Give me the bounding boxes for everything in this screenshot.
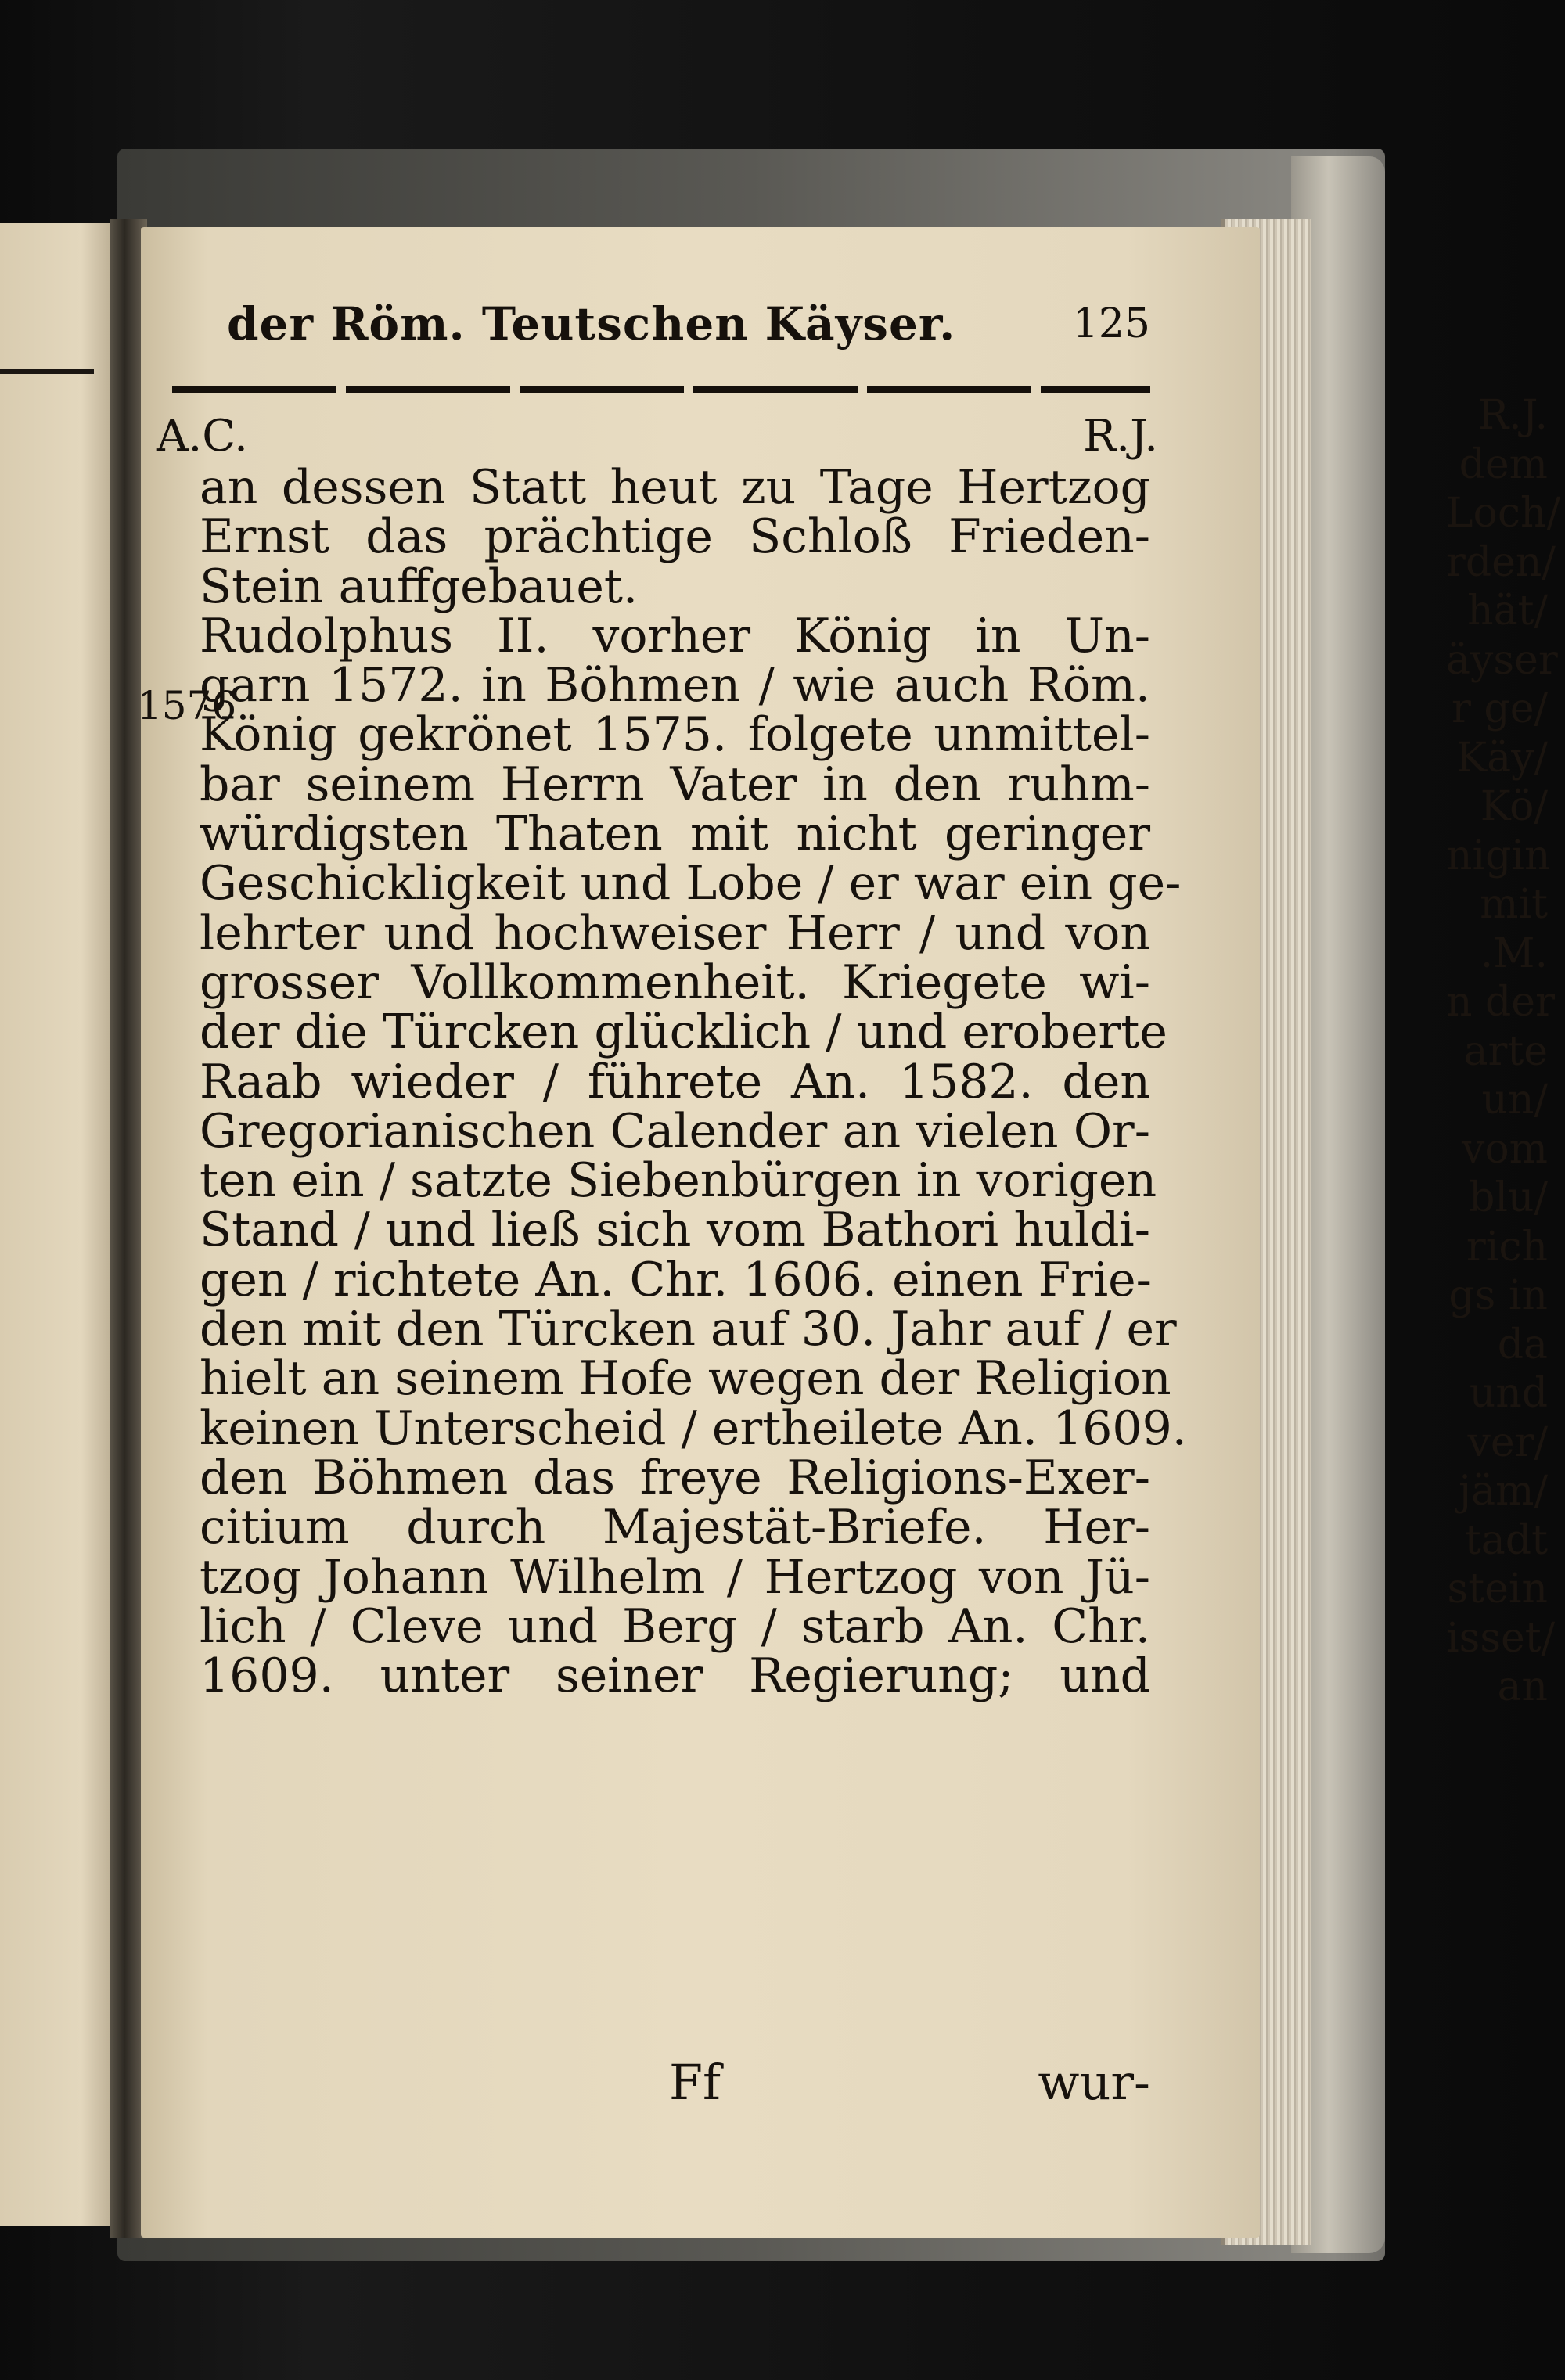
catchword: wur- xyxy=(1038,2054,1150,2111)
running-header xyxy=(227,297,1150,360)
left-page-line: R.J. xyxy=(1477,392,1548,439)
text-line: lehrter und hochweiser Herr / und von xyxy=(200,905,1150,961)
left-page-line: tadt xyxy=(1464,1516,1548,1564)
text-line: Stand / und ließ sich vom Bathori huldi- xyxy=(200,1203,1150,1258)
text-line: tzog Johann Wilhelm / Hertzog von Jü- xyxy=(200,1549,1150,1605)
left-page-line: isset/ xyxy=(1446,1614,1556,1662)
left-page-line: äyser xyxy=(1446,636,1558,684)
column-labels xyxy=(156,411,1158,466)
left-page-line: und xyxy=(1469,1370,1548,1417)
text-line: Raab wieder / führete An. 1582. den xyxy=(200,1054,1150,1109)
left-page-line: Kö/ xyxy=(1480,783,1548,830)
text-line: citium durch Majestät-Briefe. Her- xyxy=(200,1500,1150,1555)
left-page-column xyxy=(1446,391,1560,1712)
text-line: ten ein / satzte Siebenbürgen in vorigen xyxy=(200,1153,1157,1209)
text-line: Geschickligkeit und Lobe / er war ein ge- xyxy=(200,856,1182,911)
left-page-line: arte xyxy=(1463,1027,1548,1075)
page-footer xyxy=(200,2054,1150,2116)
left-page-line: dem xyxy=(1459,440,1548,488)
left-page-line: n der xyxy=(1446,979,1555,1026)
text-line: Ernst das prächtige Schloß Frieden- xyxy=(200,509,1150,565)
left-page-line: .M. xyxy=(1480,929,1548,977)
text-line: gen / richtete An. Chr. 1606. einen Frie- xyxy=(200,1252,1152,1307)
text-line: würdigsten Thaten mit nicht geringer xyxy=(200,807,1150,862)
column-label-rj: R.J. xyxy=(1083,411,1158,462)
left-page-line: Käy/ xyxy=(1456,734,1548,782)
signature-mark: Ff xyxy=(669,2054,721,2111)
text-line: den Böhmen das freye Religions-Exer- xyxy=(200,1450,1150,1505)
body-text xyxy=(200,460,1187,1704)
text-line: König gekrönet 1575. folgete unmittel- xyxy=(200,707,1150,763)
left-page xyxy=(0,223,116,2226)
left-page-line: hät/ xyxy=(1467,588,1548,635)
text-line: keinen Unterscheid / ertheilete An. 1609. xyxy=(200,1400,1187,1456)
page-number: 125 xyxy=(1072,300,1150,347)
header-title: der Röm. Teutschen Käyser. xyxy=(227,297,956,351)
left-page-line: da xyxy=(1497,1321,1548,1368)
left-page-line: mit xyxy=(1480,881,1548,928)
text-line: an dessen Statt heut zu Tage Hertzog xyxy=(200,460,1150,515)
text-line: grosser Vollkommenheit. Kriegete wi- xyxy=(200,955,1150,1010)
text-line: Rudolphus II. vorher König in Un- xyxy=(200,608,1150,663)
left-page-line: jäm/ xyxy=(1459,1468,1548,1515)
text-line: 1609. unter seiner Regierung; und xyxy=(200,1648,1150,1704)
left-page-line: un/ xyxy=(1481,1077,1548,1123)
left-page-line: nigin xyxy=(1446,832,1551,879)
left-page-line: stein xyxy=(1447,1566,1548,1612)
left-page-line: rich xyxy=(1466,1223,1548,1271)
left-page-line: blu/ xyxy=(1469,1174,1548,1221)
text-line: hielt an seinem Hofe wegen der Religion xyxy=(200,1351,1171,1407)
text-line: garn 1572. in Böhmen / wie auch Röm. xyxy=(200,658,1150,714)
left-page-line: Loch/ xyxy=(1446,490,1560,537)
text-line: Gregorianischen Calender an vielen Or- xyxy=(200,1103,1150,1159)
margin-year: 1576. xyxy=(137,683,250,728)
left-page-line: gs in xyxy=(1448,1272,1548,1319)
text-line: bar seinem Herrn Vater in den ruhm- xyxy=(200,757,1150,812)
left-page-line: rden/ xyxy=(1446,538,1556,586)
left-page-line: r ge/ xyxy=(1452,685,1548,732)
header-rule xyxy=(172,386,1150,393)
text-line: der die Türcken glücklich / und eroberte xyxy=(200,1005,1167,1060)
left-page-line: vom xyxy=(1462,1125,1548,1173)
left-page-rule xyxy=(0,369,94,374)
left-page-line: an xyxy=(1497,1663,1548,1710)
column-label-ac: A.C. xyxy=(156,411,248,462)
text-line: den mit den Türcken auf 30. Jahr auf / er xyxy=(200,1302,1177,1357)
text-line: Stein auffgebauet. xyxy=(200,559,639,614)
text-line: lich / Cleve und Berg / starb An. Chr. xyxy=(200,1598,1150,1654)
left-page-line: ver/ xyxy=(1467,1418,1548,1466)
